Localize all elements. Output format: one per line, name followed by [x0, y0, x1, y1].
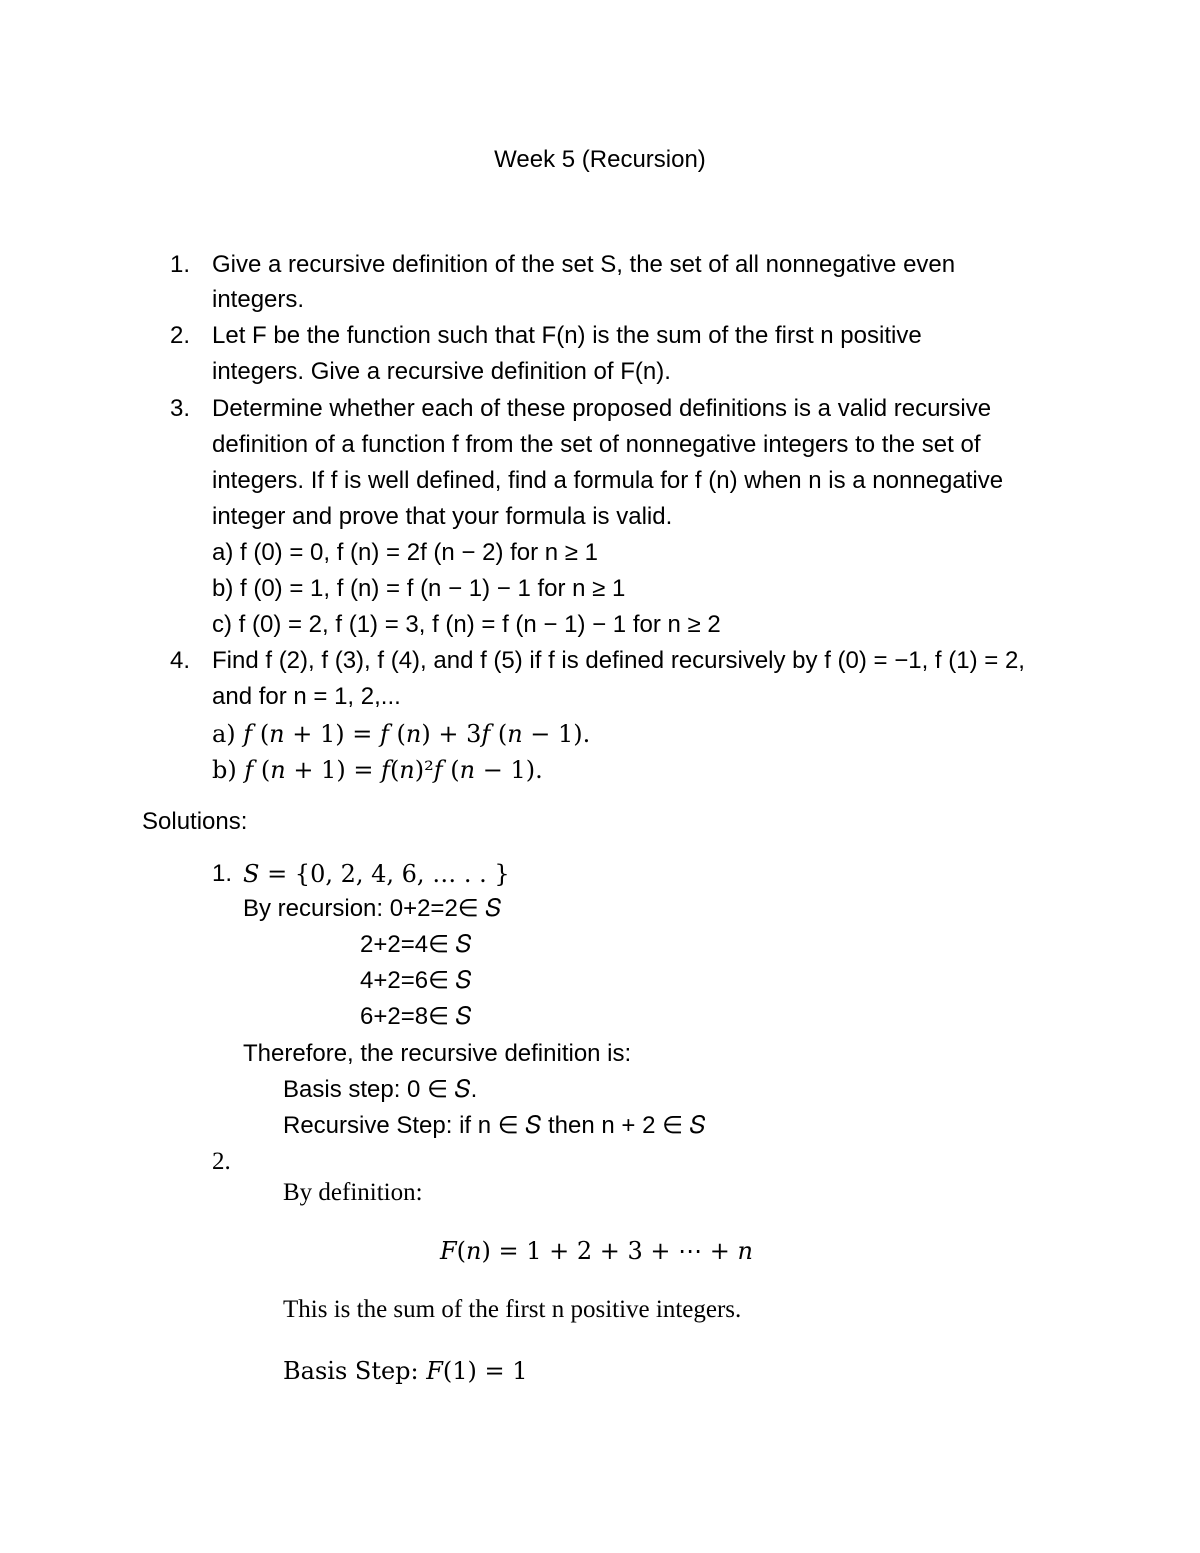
question-text-line: Find f (2), f (3), f (4), and f (5) if f is defined recursively by f (0) = −1, f (1) = 2, — [212, 647, 1025, 674]
question-text-line: Let F be the function such that F(n) is the sum of the first n positive — [212, 322, 922, 349]
solution-recursion-line: 6+2=8∈ 𝑆 — [360, 1003, 472, 1030]
solution-basis-step: Basis step: 0 ∈ 𝑆. — [283, 1076, 478, 1103]
solution-recursion-line: 2+2=4∈ 𝑆 — [360, 931, 472, 958]
page-title: Week 5 (Recursion) — [494, 146, 706, 173]
question-number: 1. — [170, 251, 191, 278]
question-text-line: Determine whether each of these proposed definitions is a valid recursive — [212, 395, 992, 422]
solution-recursion-line: By recursion: 0+2=2∈ 𝑆 — [243, 895, 502, 922]
solution-basis-step: Basis Step: 𝐹(1) = 1 — [283, 1357, 528, 1385]
question-number: 3. — [170, 395, 191, 422]
question-text-line: integers. If f is well defined, find a formula for f (n) when n is a nonnegative — [212, 467, 1004, 494]
question-text-line: and for n = 1, 2,... — [212, 683, 401, 710]
question-part-a: a) f (0) = 0, f (n) = 2f (n − 2) for n ≥ 1 — [212, 539, 598, 566]
solution-recursive-step: Recursive Step: if n ∈ 𝑆 then n + 2 ∈ 𝑆 — [283, 1112, 706, 1139]
question-text-line: integers. — [212, 286, 305, 313]
solution-therefore: Therefore, the recursive definition is: — [243, 1040, 632, 1067]
question-part-b: b) f (0) = 1, f (n) = f (n − 1) − 1 for n ≥ 1 — [212, 575, 626, 602]
question-part-b: b) 𝑓 (𝑛 + 1) = 𝑓(𝑛)²𝑓 (𝑛 − 1). — [212, 756, 543, 784]
question-text-line: definition of a function f from the set of nonnegative integers to the set of — [212, 431, 981, 458]
question-part-c: c) f (0) = 2, f (1) = 3, f (n) = f (n − 1) − 1 for n ≥ 2 — [212, 611, 721, 638]
question-part-a: a) 𝑓 (𝑛 + 1) = 𝑓 (𝑛) + 3𝑓 (𝑛 − 1). — [212, 720, 591, 748]
solution-by-definition: By definition: — [283, 1179, 423, 1206]
solutions-heading: Solutions: — [142, 808, 248, 835]
question-number: 2. — [170, 322, 191, 349]
question-text-line: Give a recursive definition of the set S, the set of all nonnegative even — [212, 251, 956, 278]
question-text-line: integer and prove that your formula is valid. — [212, 503, 673, 530]
solution-sentence: This is the sum of the first n positive integers. — [283, 1296, 742, 1323]
question-text-line: integers. Give a recursive definition of F(n). — [212, 358, 671, 385]
solution-number: 1. — [212, 860, 233, 887]
solution-number: 2. — [212, 1148, 231, 1175]
solution-set: 𝑆 = {0, 2, 4, 6, … . . } — [243, 860, 510, 888]
question-number: 4. — [170, 647, 191, 674]
solution-formula: 𝐹(𝑛) = 1 + 2 + 3 + ⋯ + 𝑛 — [440, 1237, 753, 1265]
solution-recursion-line: 4+2=6∈ 𝑆 — [360, 967, 472, 994]
